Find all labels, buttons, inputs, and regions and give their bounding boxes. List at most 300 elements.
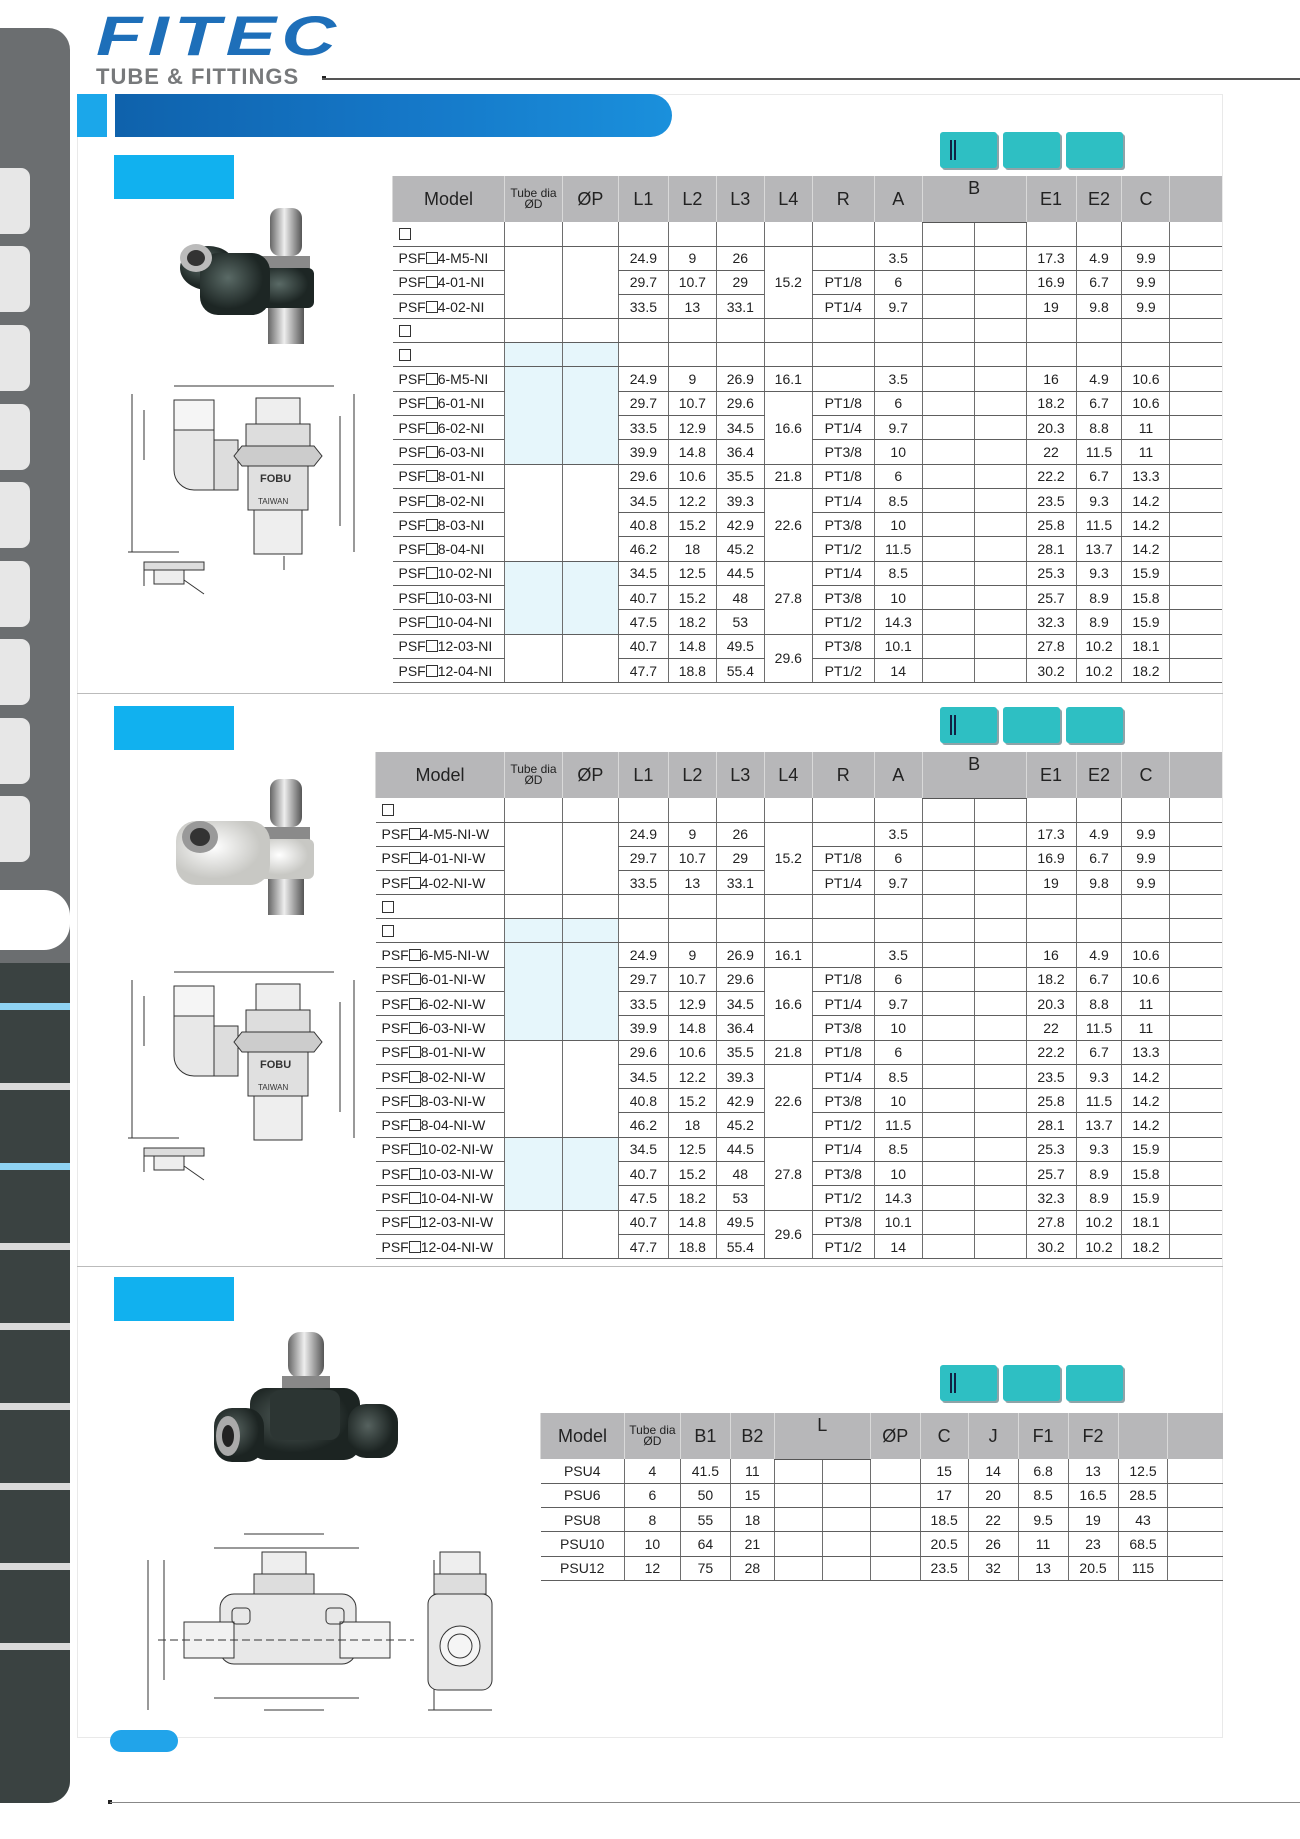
- l1-cell: 24.9: [618, 246, 668, 270]
- b-cell: [974, 967, 1026, 991]
- l2-cell: 15.2: [668, 1089, 716, 1113]
- l4-cell: 21.8: [764, 1040, 812, 1064]
- col-tube-dia: [624, 1413, 680, 1459]
- e2-cell: 11.5: [1076, 1016, 1122, 1040]
- l3-cell: 26: [716, 822, 764, 846]
- model-prefix: PSF: [381, 1190, 409, 1206]
- l1-cell: 39.9: [618, 440, 668, 464]
- model-cell: [393, 246, 505, 270]
- checkbox-icon: [409, 852, 421, 864]
- b-cell: [974, 586, 1026, 610]
- blank-cell: [1170, 537, 1222, 561]
- model-prefix: PSF: [398, 492, 426, 509]
- model-prefix: PSF: [398, 541, 426, 558]
- blank-cell: [1170, 488, 1222, 512]
- caption-cell: [1076, 222, 1122, 246]
- caption-cell: [974, 798, 1026, 822]
- col-l4: L4: [764, 752, 812, 798]
- c-cell: 17: [920, 1483, 968, 1507]
- blank-cell: [1170, 634, 1222, 658]
- col-l2: L2: [668, 176, 716, 222]
- col-model: Model: [376, 752, 505, 798]
- caption-cell: [504, 343, 562, 367]
- chapter-tab[interactable]: [0, 404, 30, 470]
- col-b: B: [922, 752, 1026, 798]
- b-cell: [974, 1040, 1026, 1064]
- col-blank: [1118, 1413, 1168, 1459]
- l3-cell: 26.9: [716, 943, 764, 967]
- l2-cell: 10.7: [668, 846, 716, 870]
- model-cell: [376, 1162, 505, 1186]
- model-prefix: PSF: [381, 1019, 409, 1036]
- caption-cell: [504, 319, 562, 343]
- drawing-label: FOBU: [260, 1059, 292, 1071]
- chapter-tab[interactable]: [0, 168, 30, 234]
- model-cell: [393, 561, 505, 585]
- a-cell: 10: [874, 1016, 922, 1040]
- caption-cell: [874, 343, 922, 367]
- r-cell: PT1/8: [812, 464, 874, 488]
- blank-cell: [1170, 658, 1222, 682]
- b-cell: [922, 586, 974, 610]
- caption-cell: [376, 798, 505, 822]
- b-cell: [922, 1016, 974, 1040]
- blank-cell: [1170, 846, 1222, 870]
- e2-cell: 8.8: [1076, 415, 1122, 439]
- caption-cell: [504, 222, 562, 246]
- e1-cell: 22.2: [1026, 1040, 1076, 1064]
- checkbox-icon: [409, 1119, 421, 1131]
- caption-cell: [764, 343, 812, 367]
- chapter-tab[interactable]: [0, 718, 30, 784]
- model-prefix: PSF: [398, 516, 426, 533]
- product-photo-psf-ni: [170, 198, 330, 358]
- caption-cell: [1076, 798, 1122, 822]
- c-cell: 9.9: [1122, 295, 1170, 319]
- e1-cell: 32.3: [1026, 610, 1076, 634]
- caption-cell: [376, 895, 505, 919]
- l2-cell: 14.8: [668, 634, 716, 658]
- caption-cell: [618, 319, 668, 343]
- r-cell: PT1/8: [812, 391, 874, 415]
- caption-cell: [812, 319, 874, 343]
- l1-cell: 29.7: [618, 391, 668, 415]
- page-number-pill: [110, 1730, 178, 1752]
- section-label: [114, 1277, 234, 1321]
- b-cell: [922, 943, 974, 967]
- model-cell: [376, 822, 505, 846]
- c-cell: 20.5: [920, 1532, 968, 1556]
- model-code: 6-M5-NI: [437, 371, 489, 388]
- model-code: 6-01-NI: [437, 395, 485, 412]
- e1-cell: 32.3: [1026, 1186, 1076, 1210]
- b1-cell: 55: [680, 1508, 730, 1532]
- r-cell: PT3/8: [812, 586, 874, 610]
- l2-cell: 12.5: [668, 561, 716, 585]
- checkbox-icon: [426, 665, 438, 677]
- caption-cell: [716, 798, 764, 822]
- checkbox-icon: [426, 301, 438, 313]
- p-cell: [562, 367, 618, 464]
- checkbox-icon: [409, 1168, 421, 1180]
- e2-cell: 11.5: [1076, 440, 1122, 464]
- b-cell: [922, 440, 974, 464]
- table-row: [376, 822, 1223, 846]
- model-code: 8-01-NI: [437, 468, 485, 485]
- caption-cell: [1170, 343, 1222, 367]
- l1-cell: 34.5: [618, 1137, 668, 1161]
- e2-cell: 10.2: [1076, 1210, 1122, 1234]
- model-cell: [393, 295, 505, 319]
- l4-cell: 15.2: [764, 246, 812, 319]
- caption-cell: [1122, 222, 1170, 246]
- model-code: 10-04-NI-W: [420, 1190, 494, 1206]
- c-cell: 10.6: [1122, 367, 1170, 391]
- l3-cell: 55.4: [716, 658, 764, 682]
- caption-cell: [562, 222, 618, 246]
- b1-cell: 75: [680, 1556, 730, 1580]
- l3-cell: 53: [716, 1186, 764, 1210]
- b-cell: [974, 1137, 1026, 1161]
- r-cell: PT3/8: [812, 440, 874, 464]
- caption-cell: [1122, 895, 1170, 919]
- b-cell: [974, 246, 1026, 270]
- table-row: [541, 1532, 1224, 1556]
- l3-cell: 29: [716, 270, 764, 294]
- blank-cell: [1170, 1089, 1222, 1113]
- l3-cell: 29.6: [716, 391, 764, 415]
- a-cell: 9.7: [874, 415, 922, 439]
- col-l4: L4: [764, 176, 812, 222]
- f1-cell: 11: [1018, 1532, 1068, 1556]
- caption-cell: [874, 222, 922, 246]
- model-cell: [376, 1113, 505, 1137]
- e2-cell: 9.3: [1076, 1137, 1122, 1161]
- a-cell: 10.1: [874, 634, 922, 658]
- model-code: 10-02-NI-W: [420, 1141, 494, 1158]
- caption-cell: [1026, 319, 1076, 343]
- blank-cell: [1170, 513, 1222, 537]
- table-caption-row: [393, 343, 1223, 367]
- e2-cell: 8.9: [1076, 610, 1122, 634]
- caption-cell: [504, 895, 562, 919]
- l1-cell: 40.8: [618, 513, 668, 537]
- e2-cell: 8.8: [1076, 991, 1122, 1015]
- l3-cell: 55.4: [716, 1234, 764, 1258]
- chapter-tab[interactable]: [0, 325, 30, 391]
- chapter-tab-active[interactable]: [0, 890, 70, 950]
- p-cell: [562, 1040, 618, 1137]
- chapter-tab[interactable]: [0, 246, 30, 312]
- dimension-drawing-psf-ni-w: [124, 966, 364, 1186]
- blank-cell: [1170, 943, 1222, 967]
- table-row: [541, 1556, 1224, 1580]
- caption-cell: [764, 798, 812, 822]
- r-cell: PT1/4: [812, 871, 874, 895]
- a-cell: 8.5: [874, 1137, 922, 1161]
- model-code: 10-04-NI: [437, 614, 493, 630]
- l1-cell: 40.8: [618, 1089, 668, 1113]
- table-row: [393, 367, 1223, 391]
- e2-cell: 8.9: [1076, 1162, 1122, 1186]
- checkbox-icon: [426, 276, 438, 288]
- p-cell: [562, 1210, 618, 1259]
- a-cell: 6: [874, 1040, 922, 1064]
- e1-cell: 16: [1026, 367, 1076, 391]
- col-c: C: [1122, 752, 1170, 798]
- model-prefix: PSF: [381, 826, 409, 843]
- c-cell: 23.5: [920, 1556, 968, 1580]
- model-code: 12-03-NI: [437, 638, 493, 655]
- l2-cell: 12.2: [668, 1064, 716, 1088]
- caption-cell: [1170, 798, 1222, 822]
- b-cell: [922, 1040, 974, 1064]
- model-cell: PSU12: [541, 1556, 625, 1580]
- caption-cell: [668, 798, 716, 822]
- b-cell: [922, 822, 974, 846]
- model-cell: [393, 270, 505, 294]
- product-photo-psu: [210, 1330, 400, 1500]
- blank-cell: [1170, 464, 1222, 488]
- model-prefix: PSF: [381, 1141, 409, 1158]
- chapter-tab[interactable]: [0, 639, 30, 705]
- tube-dia-cell: 6: [624, 1483, 680, 1507]
- e2-cell: 10.2: [1076, 1234, 1122, 1258]
- model-cell: [393, 610, 505, 634]
- blank-cell: [1170, 415, 1222, 439]
- col-tube-dia-symbol: ØD: [524, 773, 543, 787]
- l3-cell: 44.5: [716, 561, 764, 585]
- e2-cell: 9.8: [1076, 295, 1122, 319]
- model-prefix: PSF: [398, 298, 426, 315]
- e1-cell: 20.3: [1026, 415, 1076, 439]
- caption-cell: [922, 343, 974, 367]
- r-cell: PT1/2: [812, 1113, 874, 1137]
- value-cell: 28.5: [1118, 1483, 1168, 1507]
- r-cell: PT1/4: [812, 295, 874, 319]
- caption-cell: [668, 895, 716, 919]
- table-row: [376, 967, 1223, 991]
- b2-cell: 18: [730, 1508, 774, 1532]
- table-caption-row: [376, 895, 1223, 919]
- a-cell: 6: [874, 391, 922, 415]
- model-prefix: PSF: [381, 1238, 409, 1255]
- blank-cell: [1170, 1186, 1222, 1210]
- c-cell: 15.8: [1122, 586, 1170, 610]
- l2-cell: 15.2: [668, 1162, 716, 1186]
- l4-cell: 29.6: [764, 634, 812, 683]
- model-cell: [393, 658, 505, 682]
- checkbox-icon: [409, 949, 421, 961]
- chapter-tab[interactable]: [0, 482, 30, 548]
- r-cell: [812, 246, 874, 270]
- caption-cell: [812, 343, 874, 367]
- e1-cell: 22: [1026, 440, 1076, 464]
- checkbox-icon: [426, 446, 438, 458]
- b1-cell: 50: [680, 1483, 730, 1507]
- table-caption-row: [376, 798, 1223, 822]
- l1-cell: 47.5: [618, 1186, 668, 1210]
- c-cell: 11: [1122, 1016, 1170, 1040]
- col-e1: E1: [1026, 176, 1076, 222]
- table-row: [541, 1508, 1224, 1532]
- spec-badge: [1003, 1365, 1060, 1401]
- model-cell: [376, 1016, 505, 1040]
- caption-cell: [1122, 919, 1170, 943]
- c-cell: 18.1: [1122, 1210, 1170, 1234]
- r-cell: PT1/4: [812, 991, 874, 1015]
- p-cell: [562, 246, 618, 319]
- checkbox-icon: [409, 1192, 421, 1204]
- b2-cell: 21: [730, 1532, 774, 1556]
- col-tube-dia: [504, 752, 562, 798]
- col-model: Model: [393, 176, 505, 222]
- checkbox-icon: [399, 325, 411, 337]
- l-cell: [774, 1532, 822, 1556]
- blank-cell: [1168, 1483, 1223, 1507]
- col-blank: [1168, 1413, 1223, 1459]
- c-cell: 18.1: [1122, 634, 1170, 658]
- caption-cell: [812, 222, 874, 246]
- model-code: 4-01-NI: [437, 274, 485, 291]
- spec-badge: [1066, 707, 1123, 743]
- col-b2: B2: [730, 1413, 774, 1459]
- r-cell: [812, 367, 874, 391]
- value-cell: 68.5: [1118, 1532, 1168, 1556]
- checkbox-icon: [426, 640, 438, 652]
- r-cell: PT1/4: [812, 488, 874, 512]
- checkbox-icon: [409, 1071, 421, 1083]
- model-prefix: PSF: [381, 1092, 409, 1109]
- l3-cell: 29: [716, 846, 764, 870]
- l2-cell: 10.6: [668, 1040, 716, 1064]
- caption-cell: [618, 798, 668, 822]
- l2-cell: 18: [668, 1113, 716, 1137]
- col-tube-dia-symbol: ØD: [643, 1434, 662, 1448]
- title-banner: [77, 94, 672, 137]
- model-code: 6-M5-NI-W: [420, 947, 490, 964]
- tube-dia-cell: [504, 367, 562, 464]
- l3-cell: 33.1: [716, 871, 764, 895]
- checkbox-icon: [409, 877, 421, 889]
- l2-cell: 15.2: [668, 586, 716, 610]
- b-cell: [974, 440, 1026, 464]
- model-code: 12-04-NI: [437, 662, 493, 679]
- a-cell: 10: [874, 440, 922, 464]
- l3-cell: 53: [716, 610, 764, 634]
- b-cell: [922, 610, 974, 634]
- l1-cell: 24.9: [618, 943, 668, 967]
- l2-cell: 9: [668, 367, 716, 391]
- spec-badge: [940, 132, 997, 168]
- e1-cell: 25.8: [1026, 513, 1076, 537]
- model-cell: PSU4: [541, 1459, 625, 1483]
- l2-cell: 9: [668, 943, 716, 967]
- e1-cell: 16.9: [1026, 270, 1076, 294]
- b-cell: [922, 513, 974, 537]
- a-cell: 14: [874, 658, 922, 682]
- c-cell: 18.2: [1122, 658, 1170, 682]
- e2-cell: 4.9: [1076, 943, 1122, 967]
- value-cell: 115: [1118, 1556, 1168, 1580]
- model-prefix: PSF: [398, 468, 426, 485]
- col-r: R: [812, 176, 874, 222]
- model-prefix: PSF: [398, 371, 426, 388]
- e2-cell: 10.2: [1076, 634, 1122, 658]
- b-cell: [974, 1113, 1026, 1137]
- c-cell: 14.2: [1122, 1113, 1170, 1137]
- model-cell: [376, 846, 505, 870]
- b-cell: [974, 1210, 1026, 1234]
- col-l3: L3: [716, 176, 764, 222]
- model-cell: [376, 1210, 505, 1234]
- caption-cell: [716, 895, 764, 919]
- e1-cell: 16: [1026, 943, 1076, 967]
- b2-cell: 28: [730, 1556, 774, 1580]
- model-code: 8-04-NI: [437, 541, 485, 558]
- r-cell: [812, 943, 874, 967]
- l3-cell: 26: [716, 246, 764, 270]
- checkbox-icon: [409, 1143, 421, 1155]
- l2-cell: 14.8: [668, 440, 716, 464]
- pause-bars-icon: [950, 715, 956, 735]
- table-caption-row: [393, 319, 1223, 343]
- caption-cell: [716, 319, 764, 343]
- b1-cell: 64: [680, 1532, 730, 1556]
- e2-cell: 6.7: [1076, 846, 1122, 870]
- c-cell: 15.8: [1122, 1162, 1170, 1186]
- drawing-label-2: TAIWAN: [258, 497, 289, 506]
- checkbox-icon: [426, 470, 438, 482]
- b-cell: [922, 1064, 974, 1088]
- col-l1: L1: [618, 176, 668, 222]
- b-cell: [974, 367, 1026, 391]
- caption-cell: [1170, 895, 1222, 919]
- checkbox-icon: [426, 422, 438, 434]
- chapter-tab[interactable]: [0, 796, 30, 862]
- e1-cell: 23.5: [1026, 488, 1076, 512]
- l1-cell: 33.5: [618, 415, 668, 439]
- blank-cell: [1170, 270, 1222, 294]
- b-cell: [974, 1064, 1026, 1088]
- tube-dia-cell: [504, 1210, 562, 1259]
- l3-cell: 49.5: [716, 1210, 764, 1234]
- drawing-label: FOBU: [260, 473, 292, 485]
- l2-cell: 13: [668, 295, 716, 319]
- l-cell: [774, 1459, 822, 1483]
- blank-cell: [1170, 367, 1222, 391]
- caption-cell: [874, 919, 922, 943]
- caption-cell: [1122, 343, 1170, 367]
- chapter-tab[interactable]: [0, 561, 30, 627]
- tube-dia-cell: [504, 1137, 562, 1210]
- value-cell: 12.5: [1118, 1459, 1168, 1483]
- col-a: A: [874, 176, 922, 222]
- model-cell: PSU8: [541, 1508, 625, 1532]
- a-cell: 8.5: [874, 1064, 922, 1088]
- model-cell: PSU10: [541, 1532, 625, 1556]
- col-tube-dia-symbol: ØD: [524, 197, 543, 211]
- tab-divider: [0, 1403, 70, 1410]
- l2-cell: 18: [668, 537, 716, 561]
- r-cell: PT3/8: [812, 634, 874, 658]
- b-cell: [922, 1210, 974, 1234]
- l1-cell: 34.5: [618, 1064, 668, 1088]
- l2-cell: 12.5: [668, 1137, 716, 1161]
- l1-cell: 40.7: [618, 634, 668, 658]
- blank-cell: [1170, 991, 1222, 1015]
- caption-cell: [922, 798, 974, 822]
